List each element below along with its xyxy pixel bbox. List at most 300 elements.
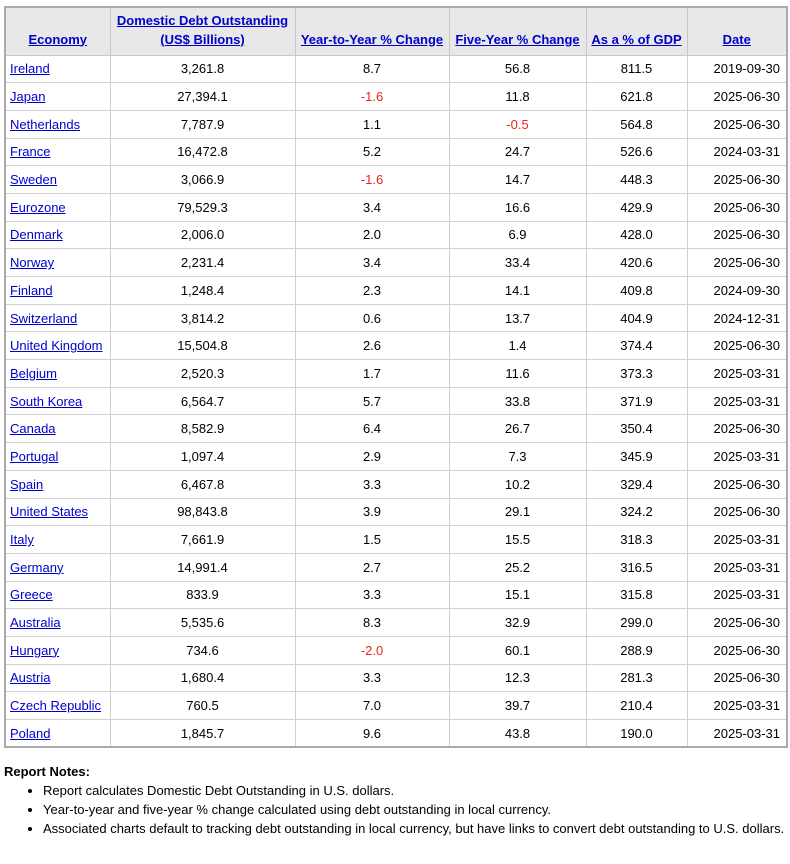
five-year-change-cell [449,609,586,637]
table-row [5,526,787,554]
five-year-change-cell [449,470,586,498]
yoy-change-cell [295,443,449,471]
economy-cell[interactable] [5,387,110,415]
economy-cell[interactable] [5,720,110,748]
economy-link[interactable]: Ireland [10,61,50,77]
date-cell: 2025-03-31 [713,532,780,548]
economy-link[interactable]: Greece [10,587,53,603]
five-year-change-cell [449,443,586,471]
economy-link[interactable]: Australia [10,615,61,631]
five-year-change-cell: 26.7 [504,421,531,437]
date-cell: 2025-06-30 [713,670,780,686]
debt-outstanding-cell [110,664,295,692]
debt-outstanding-cell [110,166,295,194]
yoy-change-cell [295,664,449,692]
five-year-change-cell: 11.8 [505,89,530,105]
gdp-percent-cell: 448.3 [620,172,653,188]
date-cell [687,664,787,692]
economy-cell[interactable] [5,664,110,692]
gdp-percent-cell: 404.9 [620,310,653,326]
debt-outstanding-cell: 27,394.1 [177,89,228,105]
gdp-percent-cell: 318.3 [620,532,653,548]
debt-outstanding-cell: 3,066.9 [180,172,225,188]
yoy-change-cell: 1.7 [362,365,382,381]
yoy-change-cell: 5.2 [362,144,382,160]
table-row [5,581,787,609]
col-header-gdp-percent[interactable]: As a % of GDP [586,7,687,55]
five-year-change-cell: 43.8 [504,725,531,741]
date-cell: 2025-06-30 [713,642,780,658]
date-cell [687,249,787,277]
economy-link[interactable]: Hungary [10,642,60,658]
debt-outstanding-cell: 1,097.4 [180,448,225,464]
table-row [5,470,787,498]
five-year-change-cell: 60.1 [504,642,531,658]
date-cell: 2025-06-30 [713,421,780,437]
five-year-change-cell: 14.1 [504,282,531,298]
economy-link[interactable]: Germany [10,559,64,575]
yoy-change-cell: 2.7 [362,559,382,575]
economy-link[interactable]: Italy [10,532,34,548]
economy-link[interactable]: Sweden [10,172,57,188]
gdp-percent-cell [586,498,687,526]
economy-cell[interactable] [5,304,110,332]
debt-outstanding-cell: 2,231.4 [180,255,225,271]
table-row [5,193,787,221]
economy-cell[interactable] [5,110,110,138]
five-year-change-cell [449,387,586,415]
date-cell [687,277,787,305]
five-year-change-cell [449,193,586,221]
economy-link[interactable]: Poland [10,725,51,741]
debt-outstanding-cell: 760.5 [186,698,219,714]
table-row [5,332,787,360]
gdp-percent-cell [586,55,687,83]
debt-outstanding-cell [110,83,295,111]
table-row [5,636,787,664]
date-cell: 2025-03-31 [713,448,780,464]
economy-link[interactable]: South Korea [10,393,83,409]
economy-cell[interactable] [5,138,110,166]
five-year-change-cell: 12.3 [504,670,531,686]
gdp-percent-cell: 281.3 [620,670,653,686]
economy-cell[interactable] [5,553,110,581]
debt-outstanding-cell: 3,261.8 [180,61,225,77]
debt-outstanding-cell [110,553,295,581]
five-year-change-cell [449,360,586,388]
gdp-percent-cell [586,553,687,581]
yoy-change-cell: 5.7 [362,393,382,409]
economy-cell[interactable] [5,526,110,554]
yoy-change-cell: 3.3 [362,587,382,603]
date-cell [687,692,787,720]
five-year-change-cell [449,692,586,720]
debt-outstanding-cell: 8,582.9 [180,421,225,437]
yoy-change-cell: 0.6 [362,310,382,326]
five-year-change-cell: 6.9 [508,227,527,243]
five-year-change-cell: -0.5 [506,116,529,132]
gdp-percent-cell: 373.3 [620,365,653,381]
gdp-percent-cell: 350.4 [620,421,653,437]
five-year-change-cell [449,664,586,692]
date-cell: 2025-06-30 [713,199,780,215]
debt-outstanding-cell [110,55,295,83]
date-cell: 2024-03-31 [713,144,780,160]
gdp-percent-cell: 811.5 [620,61,653,77]
table-row [5,55,787,83]
five-year-change-cell: 39.7 [504,698,531,714]
gdp-percent-cell [586,277,687,305]
economy-link[interactable]: United States [10,504,89,520]
five-year-change-cell [449,720,586,748]
economy-cell[interactable] [5,470,110,498]
five-year-change-cell [449,553,586,581]
gdp-percent-cell [586,110,687,138]
yoy-change-cell: 1.5 [362,532,382,548]
gdp-percent-cell [586,636,687,664]
gdp-percent-cell: 409.8 [620,282,653,298]
yoy-change-cell [295,332,449,360]
debt-outstanding-cell [110,277,295,305]
debt-outstanding-cell [110,636,295,664]
yoy-change-cell [295,221,449,249]
five-year-change-cell: 1.4 [508,338,527,354]
economy-cell[interactable] [5,83,110,111]
gdp-percent-cell [586,470,687,498]
debt-outstanding-cell [110,498,295,526]
economy-cell[interactable] [5,166,110,194]
debt-outstanding-cell [110,249,295,277]
date-cell: 2025-06-30 [713,476,780,492]
date-cell [687,221,787,249]
economy-link[interactable]: Austria [10,670,51,686]
yoy-change-cell [295,636,449,664]
date-cell: 2024-12-31 [713,310,780,326]
date-cell: 2025-03-31 [713,725,780,741]
debt-report [4,6,786,748]
five-year-change-cell: 13.7 [504,310,531,326]
gdp-percent-cell [586,415,687,443]
gdp-percent-cell: 621.8 [620,89,653,105]
debt-outstanding-cell [110,526,295,554]
date-cell: 2025-03-31 [713,587,780,603]
gdp-percent-cell: 526.6 [620,144,653,160]
economy-cell[interactable] [5,692,110,720]
gdp-percent-cell: 324.2 [620,504,653,520]
five-year-change-cell [449,498,586,526]
economy-link[interactable]: Belgium [10,365,57,381]
debt-outstanding-cell: 1,680.4 [180,670,225,686]
five-year-change-cell [449,526,586,554]
yoy-change-cell: 7.0 [362,698,382,714]
gdp-percent-cell [586,304,687,332]
economy-link[interactable]: Canada [10,421,56,437]
economy-link[interactable]: Denmark [10,227,63,243]
debt-outstanding-cell [110,415,295,443]
date-cell: 2024-09-30 [713,282,780,298]
gdp-percent-cell: 374.4 [620,338,653,354]
economy-link[interactable]: Finland [10,282,53,298]
debt-outstanding-cell [110,443,295,471]
gdp-percent-cell: 564.8 [620,116,653,132]
debt-outstanding-cell [110,581,295,609]
table-row [5,277,787,305]
table-row [5,249,787,277]
five-year-change-cell [449,304,586,332]
table-row [5,83,787,111]
five-year-change-cell: 56.8 [504,61,531,77]
debt-outstanding-cell: 79,529.3 [177,199,228,215]
date-cell [687,387,787,415]
five-year-change-cell: 24.7 [504,144,531,160]
table-row [5,498,787,526]
yoy-change-cell [295,720,449,748]
report-notes-title: Report Notes: [4,764,90,779]
date-cell [687,304,787,332]
economy-cell[interactable] [5,443,110,471]
yoy-change-cell: 3.3 [362,670,382,686]
table-row [5,692,787,720]
yoy-change-cell [295,83,449,111]
gdp-percent-cell: 429.9 [620,199,653,215]
five-year-change-cell: 15.5 [504,532,531,548]
yoy-change-cell: 8.7 [362,61,382,77]
five-year-change-cell: 33.4 [504,255,531,271]
date-cell: 2025-03-31 [713,393,780,409]
date-cell: 2025-06-30 [713,255,780,271]
debt-outstanding-cell: 1,248.4 [180,282,225,298]
debt-outstanding-cell: 734.6 [186,642,219,658]
economy-link[interactable]: Japan [10,89,46,105]
table-row [5,138,787,166]
date-cell [687,526,787,554]
debt-outstanding-cell: 6,564.7 [180,393,225,409]
five-year-change-cell: 14.7 [504,172,531,188]
yoy-change-cell: 2.6 [362,338,382,354]
debt-table [4,6,788,748]
debt-outstanding-cell: 7,661.9 [180,532,225,548]
yoy-change-cell [295,110,449,138]
debt-outstanding-cell: 16,472.8 [177,144,228,160]
date-cell: 2025-03-31 [713,559,780,575]
col-header-yoy-change[interactable]: Year-to-Year % Change [295,7,449,55]
five-year-change-cell [449,138,586,166]
date-cell [687,360,787,388]
five-year-change-cell: 15.1 [504,587,531,603]
gdp-percent-cell [586,609,687,637]
date-cell: 2025-06-30 [713,504,780,520]
gdp-percent-cell [586,387,687,415]
yoy-change-cell: 3.4 [362,255,382,271]
economy-link[interactable]: Switzerland [10,310,78,326]
date-cell: 2025-06-30 [713,116,780,132]
date-cell: 2025-06-30 [713,227,780,243]
economy-link[interactable]: United Kingdom [10,338,103,354]
economy-cell[interactable] [5,581,110,609]
five-year-change-cell: 25.2 [504,559,531,575]
debt-outstanding-cell [110,304,295,332]
yoy-change-cell [295,55,449,83]
five-year-change-cell: 29.1 [504,504,531,520]
yoy-change-cell: -1.6 [360,89,384,105]
debt-outstanding-cell [110,193,295,221]
report-note-item: • Associated charts default to tracking debt outstanding in local currency, but have links to convert debt outstanding to U.S. dollars. [43,819,786,838]
economy-cell[interactable] [5,221,110,249]
gdp-percent-cell [586,526,687,554]
yoy-change-cell: 2.3 [362,282,382,298]
date-cell [687,166,787,194]
date-cell [687,609,787,637]
date-cell: 2025-06-30 [713,172,780,188]
debt-outstanding-cell [110,332,295,360]
debt-outstanding-cell: 3,814.2 [180,310,225,326]
yoy-change-cell [295,415,449,443]
economy-cell[interactable] [5,249,110,277]
economy-link[interactable]: Czech Republic [10,698,102,714]
debt-outstanding-cell: 5,535.6 [180,615,225,631]
debt-outstanding-cell: 1,845.7 [180,725,225,741]
date-cell [687,332,787,360]
economy-link[interactable]: Spain [10,476,44,492]
gdp-percent-cell [586,221,687,249]
economy-cell[interactable] [5,498,110,526]
gdp-percent-cell [586,249,687,277]
five-year-change-cell [449,55,586,83]
table-row [5,387,787,415]
gdp-percent-cell [586,720,687,748]
yoy-change-cell [295,193,449,221]
yoy-change-cell: 3.9 [362,504,382,520]
table-row [5,720,787,748]
gdp-percent-cell: 190.0 [620,725,653,741]
yoy-change-cell: 9.6 [362,725,382,741]
date-cell [687,581,787,609]
col-header-five-year-change[interactable]: Five-Year % Change [449,7,586,55]
economy-cell[interactable] [5,636,110,664]
table-row [5,609,787,637]
col-header-economy[interactable]: Economy [5,7,110,55]
yoy-change-cell: 2.9 [362,448,382,464]
gdp-percent-cell: 316.5 [620,559,653,575]
col-header-date[interactable]: Date [687,7,787,55]
gdp-percent-cell [586,360,687,388]
date-cell [687,720,787,748]
date-cell [687,443,787,471]
report-note-item: • Report calculates Domestic Debt Outstanding in U.S. dollars. [43,781,786,800]
five-year-change-cell [449,581,586,609]
yoy-change-cell: 8.3 [362,615,382,631]
economy-link[interactable]: Netherlands [10,116,81,132]
five-year-change-cell: 10.2 [504,476,531,492]
yoy-change-cell [295,304,449,332]
gdp-percent-cell [586,692,687,720]
yoy-change-cell: 6.4 [362,421,382,437]
yoy-change-cell: -2.0 [360,642,384,658]
five-year-change-cell [449,277,586,305]
five-year-change-cell [449,110,586,138]
date-cell: 2025-06-30 [713,615,780,631]
table-row [5,553,787,581]
five-year-change-cell: 32.9 [504,615,531,631]
gdp-percent-cell: 210.4 [620,698,653,714]
yoy-change-cell [295,526,449,554]
five-year-change-cell: 33.8 [504,393,531,409]
debt-outstanding-cell [110,609,295,637]
date-cell: 2019-09-30 [713,61,780,77]
five-year-change-cell: 11.6 [505,365,530,381]
yoy-change-cell [295,249,449,277]
debt-outstanding-cell: 2,520.3 [180,365,225,381]
debt-outstanding-cell [110,692,295,720]
yoy-change-cell [295,609,449,637]
five-year-change-cell: 16.6 [504,199,531,215]
debt-outstanding-cell [110,387,295,415]
yoy-change-cell [295,692,449,720]
economy-link[interactable]: France [10,144,51,160]
five-year-change-cell [449,221,586,249]
table-body [5,55,787,747]
yoy-change-cell [295,498,449,526]
gdp-percent-cell: 315.8 [620,587,653,603]
economy-cell[interactable] [5,55,110,83]
date-cell [687,553,787,581]
table-row [5,415,787,443]
yoy-change-cell [295,553,449,581]
gdp-percent-cell [586,193,687,221]
yoy-change-cell [295,360,449,388]
date-cell: 2025-06-30 [713,89,780,105]
yoy-change-cell: 3.4 [362,199,382,215]
yoy-change-cell: 2.0 [362,227,382,243]
date-cell [687,138,787,166]
debt-outstanding-cell: 6,467.8 [180,476,225,492]
debt-outstanding-cell [110,110,295,138]
five-year-change-cell [449,166,586,194]
yoy-change-cell [295,166,449,194]
economy-link[interactable]: Eurozone [10,199,66,215]
economy-link[interactable]: Portugal [10,448,59,464]
five-year-change-cell [449,332,586,360]
debt-outstanding-cell [110,470,295,498]
yoy-change-cell: -1.6 [360,172,384,188]
col-header-debt-outstanding[interactable]: Domestic Debt Outstanding (US$ Billions) [110,7,295,55]
economy-cell[interactable] [5,193,110,221]
gdp-percent-cell [586,83,687,111]
economy-cell[interactable] [5,415,110,443]
gdp-percent-cell: 420.6 [620,255,653,271]
date-cell [687,83,787,111]
gdp-percent-cell: 345.9 [620,448,653,464]
report-notes [4,762,786,838]
five-year-change-cell [449,415,586,443]
five-year-change-cell [449,249,586,277]
date-cell: 2025-06-30 [713,338,780,354]
economy-cell[interactable] [5,332,110,360]
table-row [5,304,787,332]
table-row [5,443,787,471]
yoy-change-cell [295,387,449,415]
yoy-change-cell [295,470,449,498]
economy-cell[interactable] [5,360,110,388]
economy-cell[interactable] [5,609,110,637]
gdp-percent-cell: 288.9 [620,642,653,658]
economy-cell[interactable] [5,277,110,305]
economy-link[interactable]: Norway [10,255,55,271]
date-cell: 2025-03-31 [713,698,780,714]
date-cell [687,110,787,138]
gdp-percent-cell: 299.0 [620,615,653,631]
debt-outstanding-cell: 14,991.4 [177,559,228,575]
